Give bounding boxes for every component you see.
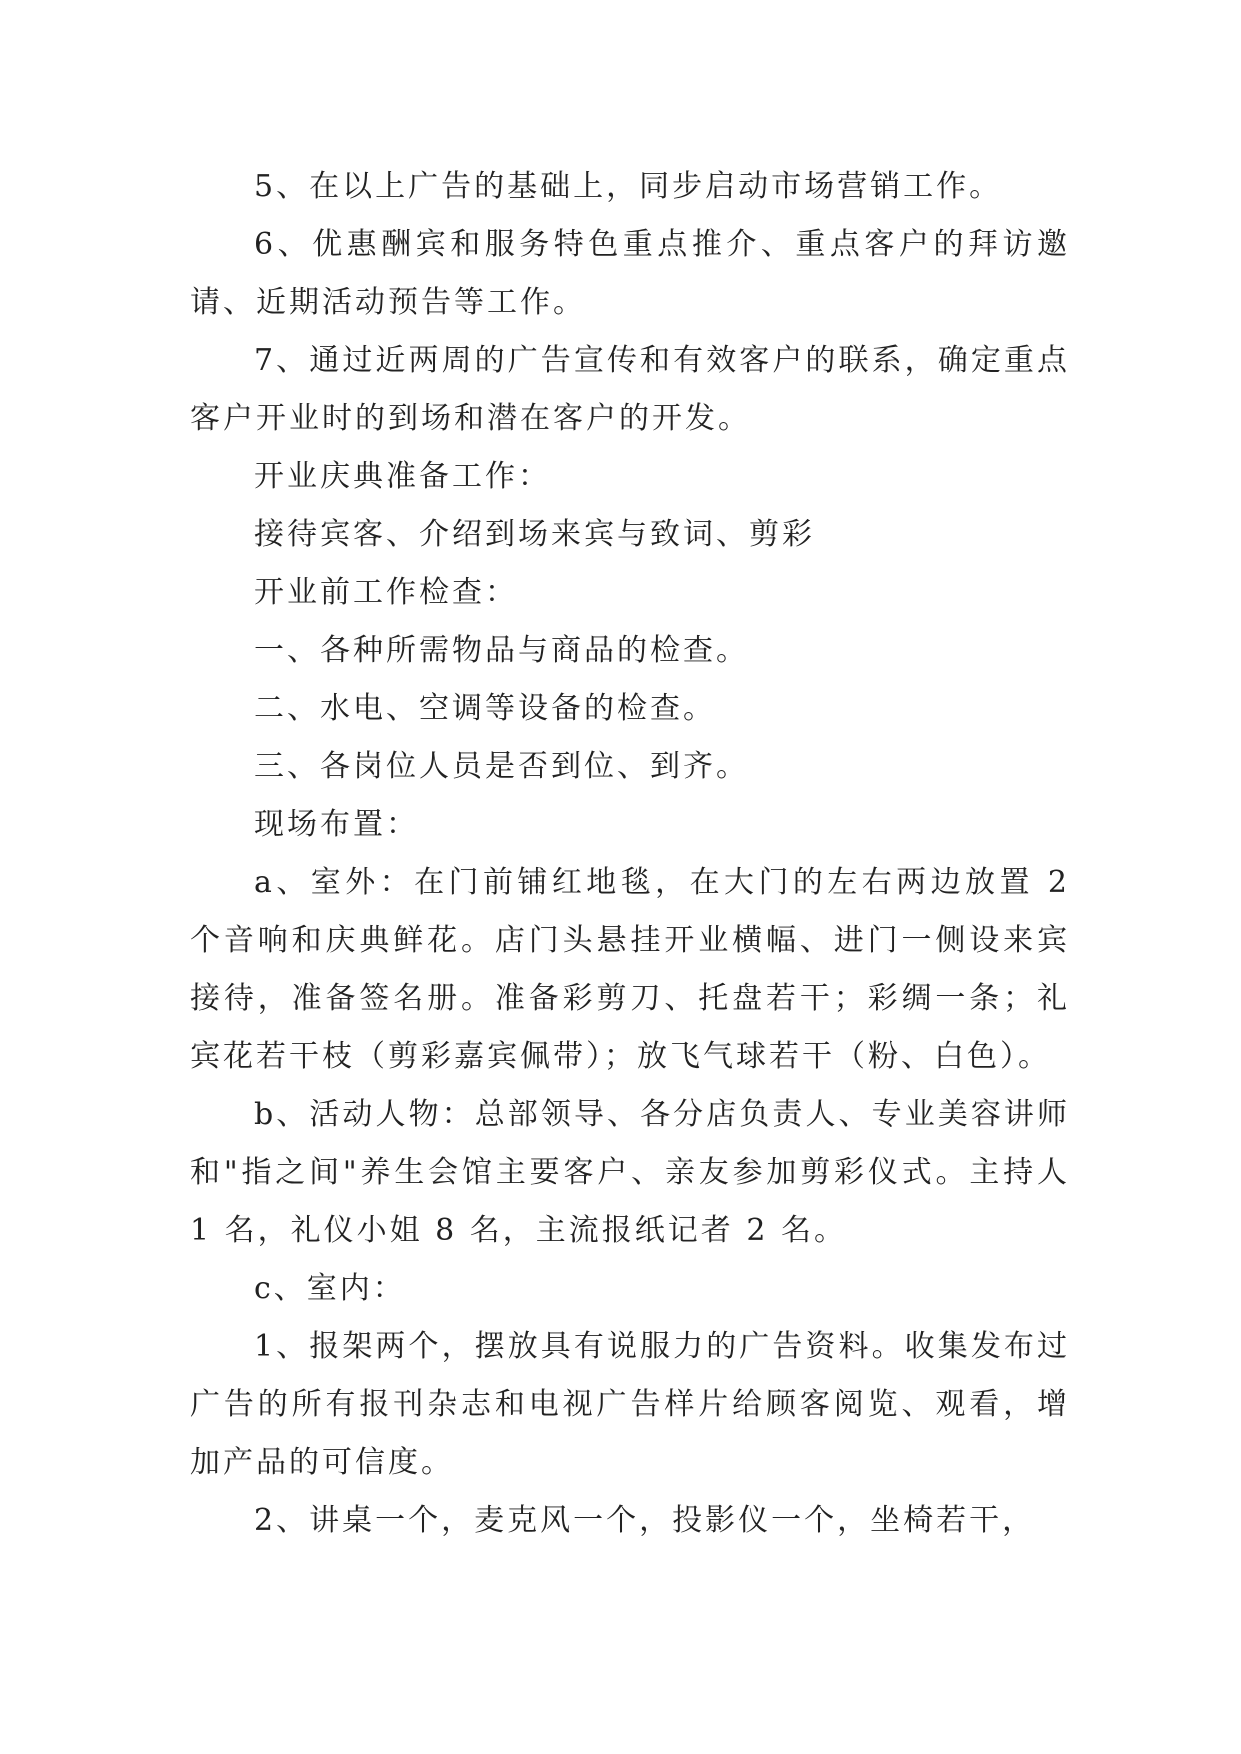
section-heading-ceremony-prep: 开业庆典准备工作： (254, 459, 551, 494)
paragraph-reception: 接待宾客、介绍到场来宾与致词、剪彩 (254, 517, 815, 552)
check-item-3: 三、各岗位人员是否到位、到齐。 (254, 749, 749, 784)
section-heading-site-layout: 现场布置： (254, 807, 419, 842)
check-item-1: 一、各种所需物品与商品的检查。 (254, 633, 749, 668)
paragraph-item-6: 6、优惠酬宾和服务特色重点推介、重点客户的拜访邀请、近期活动预告等工作。 (190, 227, 1070, 320)
paragraph-item-7: 7、通过近两周的广告宣传和有效客户的联系，确定重点客户开业时的到场和潜在客户的开发。 (190, 343, 1070, 436)
layout-item-people: b、活动人物：总部领导、各分店负责人、专业美容讲师和"指之间"养生会馆主要客户、亲友参加剪彩仪式。主持人 1 名，礼仪小姐 8 名，主流报纸记者 2 名。 (190, 1097, 1070, 1248)
layout-item-outdoor: a、室外：在门前铺红地毯，在大门的左右两边放置 2 个音响和庆典鲜花。店门头悬挂开业横幅、进门一侧设来宾接待，准备签名册。准备彩剪刀、托盘若干；彩绸一条；礼宾花若干枝（剪彩嘉宾佩带）；放飞气球若干（粉、白色）。 (190, 865, 1070, 1074)
indoor-item-2: 2、讲桌一个，麦克风一个，投影仪一个，坐椅若干， (254, 1503, 1036, 1538)
paragraph-item-5: 5、在以上广告的基础上，同步启动市场营销工作。 (254, 169, 1003, 204)
layout-item-indoor: c、室内： (254, 1271, 406, 1306)
document-body (190, 158, 1070, 1550)
check-item-2: 二、水电、空调等设备的检查。 (254, 691, 716, 726)
section-heading-pre-opening-check: 开业前工作检查： (254, 575, 518, 610)
indoor-item-1: 1、报架两个，摆放具有说服力的广告资料。收集发布过广告的所有报刊杂志和电视广告样片给顾客阅览、观看，增加产品的可信度。 (190, 1329, 1070, 1480)
